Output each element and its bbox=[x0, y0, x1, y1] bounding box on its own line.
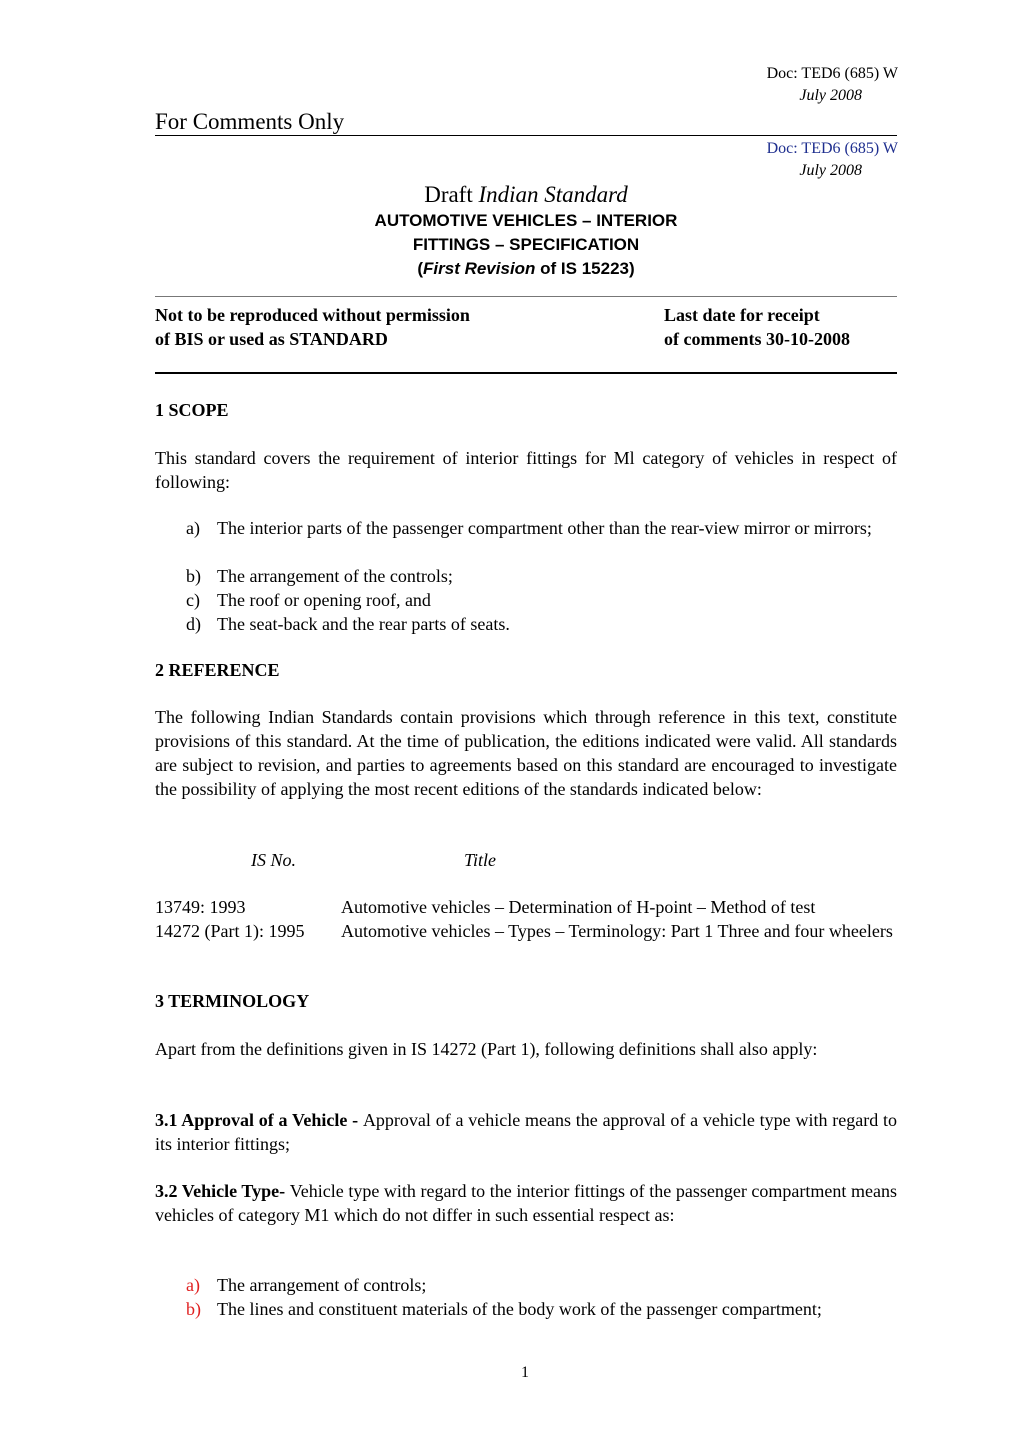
revision-open-paren: ( bbox=[417, 259, 424, 278]
list-marker: b) bbox=[186, 566, 201, 586]
list-text: The roof or opening roof, and bbox=[217, 590, 431, 610]
definition-3-1 bbox=[155, 1108, 897, 1156]
definition-3-2-text: Vehicle type with regard to the interior fittings of the passenger compartment means vehicles of category M1 which do not differ in such essential respect as: bbox=[155, 1181, 898, 1225]
list-marker: d) bbox=[186, 614, 201, 634]
definition-3-1-text: Approval of a vehicle means the approval of a vehicle type with regard to its interior fittings; bbox=[155, 1110, 898, 1154]
list-text: The seat-back and the rear parts of seats. bbox=[217, 614, 510, 634]
vehicle-type-item-b bbox=[186, 1297, 897, 1345]
definition-3-2-term: 3.2 Vehicle Type- bbox=[155, 1181, 290, 1201]
col-is-number: IS No. bbox=[251, 850, 296, 870]
scope-item-b bbox=[186, 564, 897, 588]
revision-italic: First Revision bbox=[423, 259, 536, 278]
for-comments-heading: For Comments Only bbox=[155, 109, 345, 134]
reference-heading: 2 REFERENCE bbox=[155, 660, 280, 680]
reference-body: The following Indian Standards contain provisions which through reference in this text, constitute provisions of this standard. At the time of publication, the editions indicated were valid. All standards are subject to revision, and parties to agreements based on this standard are encouraged to investigate the possibility of applying the most recent editions of the standards indicated below: bbox=[155, 707, 897, 799]
title-line-1: AUTOMOTIVE VEHICLES – INTERIOR bbox=[374, 211, 678, 230]
revision-line bbox=[155, 258, 897, 280]
list-marker: b) bbox=[186, 1299, 201, 1319]
vehicle-type-item-a bbox=[186, 1273, 897, 1297]
doc-date-top: July 2008 bbox=[799, 87, 862, 104]
page-number: 1 bbox=[521, 1364, 529, 1381]
scope-item-c bbox=[186, 588, 897, 612]
notice-right-1: Last date for receipt bbox=[664, 305, 820, 325]
scope-item-a bbox=[186, 516, 897, 564]
list-text: The interior parts of the passenger compartment other than the rear-view mirror or mirrors; bbox=[217, 518, 872, 538]
notice-rule bbox=[155, 372, 897, 374]
scope-item-d bbox=[186, 612, 897, 636]
list-text: The arrangement of controls; bbox=[217, 1275, 427, 1295]
ref-row-2-title: Automotive vehicles – Types – Terminology: Part 1 Three and four wheelers bbox=[341, 921, 893, 941]
doc-number-second: Doc: TED6 (685) W bbox=[766, 140, 898, 157]
scope-heading: 1 SCOPE bbox=[155, 400, 229, 420]
revision-rest: of IS 15223) bbox=[535, 259, 635, 278]
header-rule bbox=[155, 135, 897, 136]
list-marker: a) bbox=[186, 1275, 200, 1295]
ref-row-1-is: 13749: 1993 bbox=[155, 897, 246, 917]
draft-word: Draft bbox=[424, 182, 479, 207]
definition-3-2 bbox=[155, 1179, 897, 1227]
notice-left-1: Not to be reproduced without permission bbox=[155, 305, 470, 325]
draft-title bbox=[155, 181, 897, 209]
notice-right-2: of comments 30-10-2008 bbox=[664, 329, 850, 349]
terminology-intro: Apart from the definitions given in IS 14272 (Part 1), following definitions shall also apply: bbox=[155, 1039, 818, 1059]
ref-row-2-is: 14272 (Part 1): 1995 bbox=[155, 921, 305, 941]
title-line-2: FITTINGS – SPECIFICATION bbox=[412, 235, 640, 254]
list-text: The lines and constituent materials of the body work of the passenger compartment; bbox=[217, 1299, 822, 1319]
scope-intro: This standard covers the requirement of interior fittings for Ml category of vehicles in respect of following: bbox=[155, 448, 897, 492]
list-marker: c) bbox=[186, 590, 200, 610]
doc-date-second: July 2008 bbox=[799, 162, 862, 179]
col-title: Title bbox=[464, 850, 497, 870]
list-marker: a) bbox=[186, 518, 200, 538]
title-rule bbox=[155, 296, 897, 297]
definition-3-1-term: 3.1 Approval of a Vehicle - bbox=[155, 1110, 363, 1130]
list-text: The arrangement of the controls; bbox=[217, 566, 453, 586]
terminology-heading: 3 TERMINOLOGY bbox=[155, 991, 310, 1011]
notice-left-2: of BIS or used as STANDARD bbox=[155, 329, 388, 349]
ref-row-1-title: Automotive vehicles – Determination of H-point – Method of test bbox=[341, 897, 816, 917]
doc-number-top: Doc: TED6 (685) W bbox=[766, 65, 898, 82]
indian-standard-word: Indian Standard bbox=[478, 182, 628, 207]
